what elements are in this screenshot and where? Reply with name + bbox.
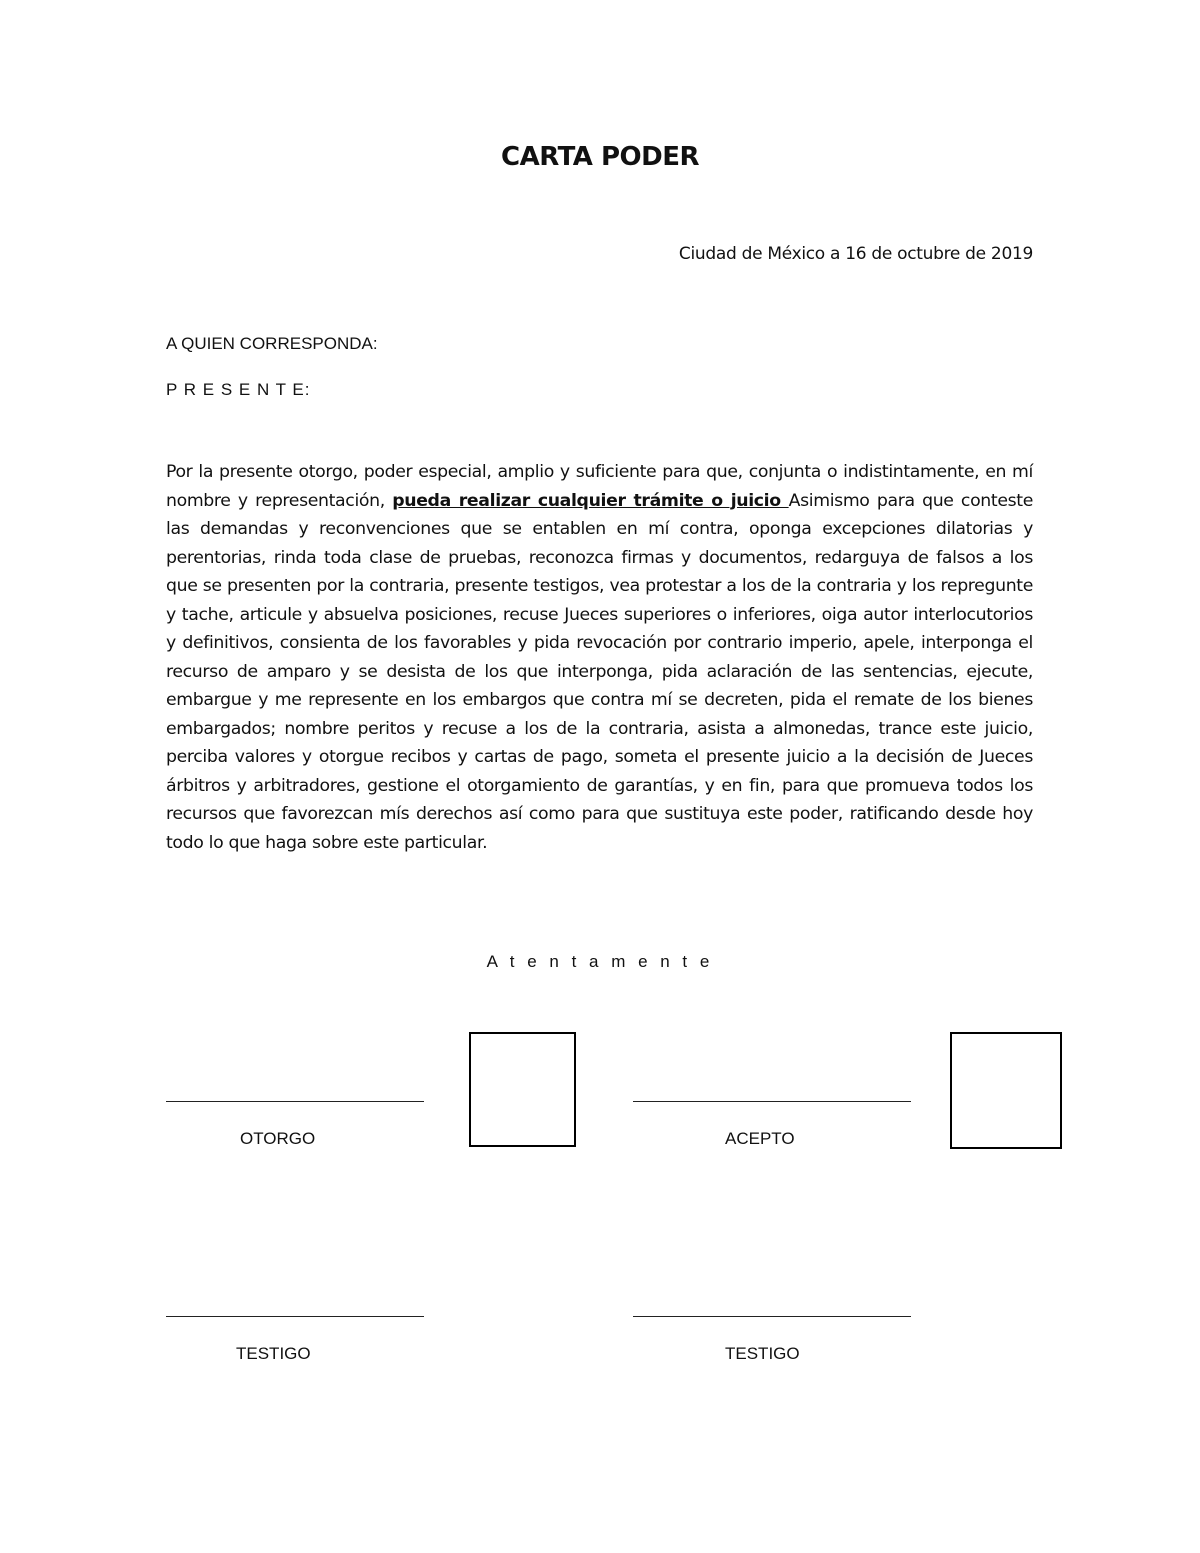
body-paragraph [166,458,1033,857]
place-date: Ciudad de México a 16 de octubre de 2019 [678,244,1033,264]
presente-line: P R E S E N T E: [166,380,311,399]
witness-2-label: TESTIGO [725,1344,800,1363]
witness-2-signature-line [633,1316,911,1317]
body-highlight: pueda realizar cualquier trámite o juicio [392,490,789,511]
witness-1-signature-line [166,1316,424,1317]
grantor-fingerprint-box [469,1032,576,1147]
acceptor-label: ACEPTO [725,1129,795,1148]
grantor-signature-line [166,1101,424,1102]
acceptor-fingerprint-box [950,1032,1062,1149]
body-text-end: Asimismo para que conteste las demandas y reconvenciones que se entablen en mí contra, oponga excepciones dilatorias y perentorias, rinda toda clase de pruebas, reconozca firmas y documentos, redarguya de falsos a los que se presenten por la contraria, presente testigos, vea protestar a los de la contraria y los repregunte y tache, articule y absuelva posiciones, recuse Jueces superiores o inferiores, oiga autor interlocutorios y definitivos, consienta de los favorables y pida revocación por contrario imperio, apele, interponga el recurso de amparo y se desista de los que interponga, pida aclaración de las sentencias, ejecute, embargue y me represente en los embargos que contra mí se decreten, pida el remate de los bienes embargados; nombre peritos y recuse a los de la contraria, asista a almonedas, trance este juicio, perciba valores y otorgue recibos y cartas de pago, someta el presente juicio a la decisión de Jueces árbitros y arbitradores, gestione el otorgamiento de garantías, y en fin, para que promueva todos los recursos que favorezcan mís derechos así como para que sustituya este poder, ratificando desde hoy todo lo que haga sobre este particular. [166,490,1033,853]
recipient-line: A QUIEN CORRESPONDA: [166,334,378,353]
grantor-label: OTORGO [240,1129,316,1148]
witness-1-label: TESTIGO [236,1344,311,1363]
body-text-start: Por la presente otorgo, poder especial, amplio y suficiente para que, conjunta o indistintamente, en mí nombre y representación, [166,462,1033,511]
closing-salutation: A t e n t a m e n t e [486,952,714,971]
document-title: CARTA PODER [501,142,699,172]
acceptor-signature-line [633,1101,911,1102]
